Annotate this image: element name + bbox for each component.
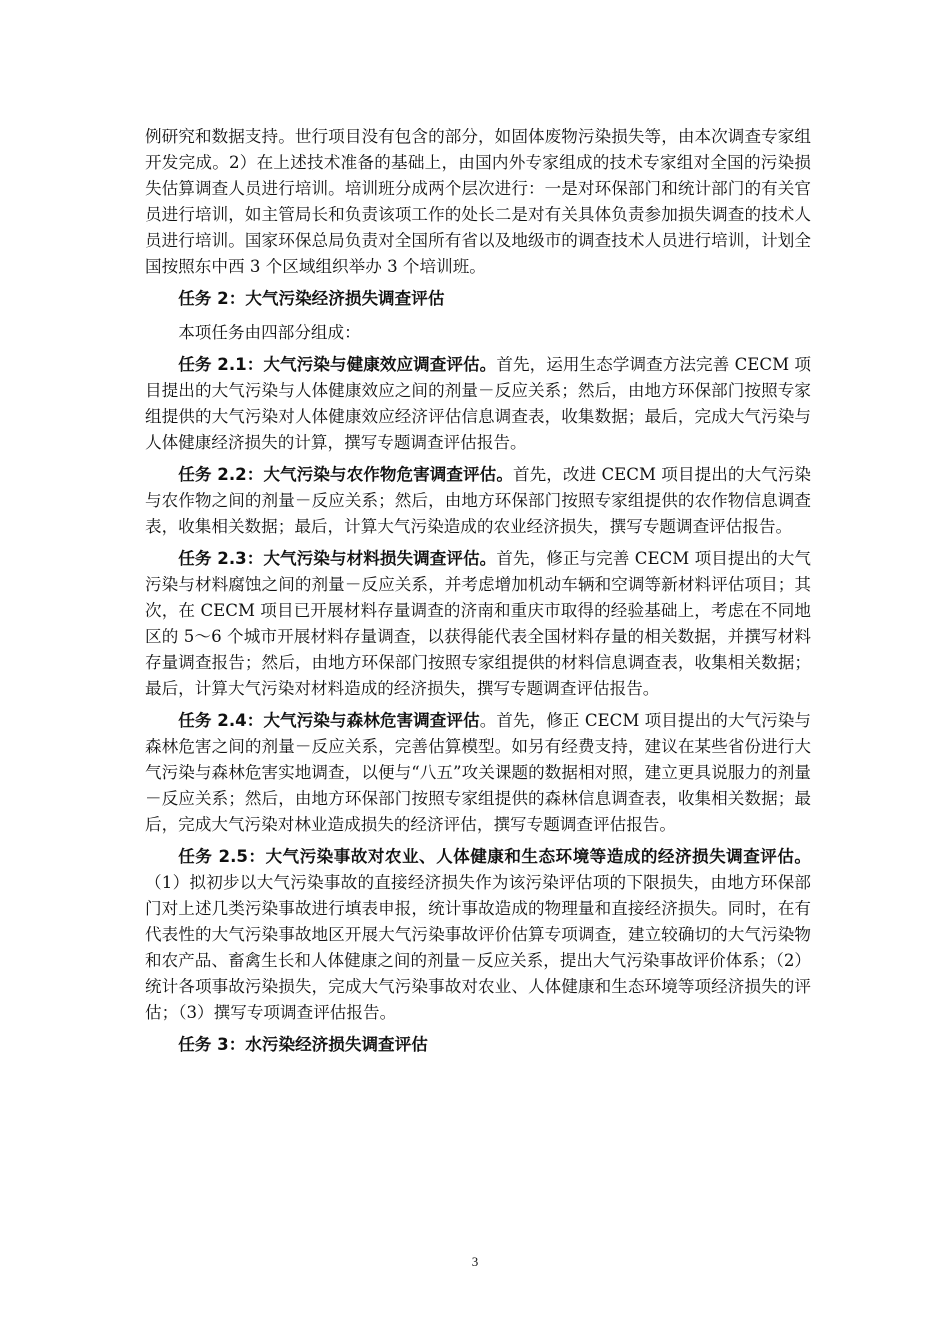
task-2-3-title: 任务 2.3：大气污染与材料损失调查评估。 xyxy=(178,549,497,568)
section-heading-task-3 xyxy=(145,1032,811,1058)
section-heading-task-2 xyxy=(145,286,811,312)
paragraph-task-2-5 xyxy=(145,844,811,1026)
task-2-1-body: 首先，运用生态学调查方法完善 CECM 项目提出的大气污染与人体健康效应之间的剂量－反应关系；然后，由地方环保部门按照专家组提供的大气污染对人体健康效应经济评估信息调查表，收集数据；最后，完成大气污染与人体健康经济损失的计算，撰写专题调查评估报告。 xyxy=(145,355,812,452)
page-number: 3 xyxy=(471,1254,479,1269)
task-2-1-title: 任务 2.1：大气污染与健康效应调查评估。 xyxy=(178,355,497,374)
paragraph-task-2-1 xyxy=(145,352,811,456)
heading-text: 任务 3：水污染经济损失调查评估 xyxy=(178,1035,428,1054)
task-2-5-title: 任务 2.5：大气污染事故对农业、人体健康和生态环境等造成的经济损失调查评估。 xyxy=(178,847,811,866)
task-2-3-body: 首先，修正与完善 CECM 项目提出的大气污染与材料腐蚀之间的剂量－反应关系，并考虑增加机动车辆和空调等新材料评估项目；其次，在 CECM 项目已开展材料存量调查的济南和重庆市取得的经验基础上，考虑在不同地区的 5～6 个城市开展材料存量调查，以获得能代表全国材料存量的相关数据，并撰写材料存量调查报告；然后，由地方环保部门按照专家组提供的材料信息调查表，收集相关数据；最后，计算大气污染对材料造成的经济损失，撰写专题调查评估报告。 xyxy=(145,549,812,698)
task-2-5-body: （1）拟初步以大气污染事故的直接经济损失作为该污染评估项的下限损失，由地方环保部门对上述几类污染事故进行填表申报，统计事故造成的物理量和直接经济损失。同时，在有代表性的大气污染事故地区开展大气污染事故评价估算专项调查，建立较确切的大气污染物和农产品、畜禽生长和人体健康之间的剂量－反应关系，提出大气污染事故评价体系；（2）统计各项事故污染损失，完成大气污染事故对农业、人体健康和生态环境等项经济损失的评估；（3）撰写专项调查评估报告。 xyxy=(145,873,812,1022)
page-body xyxy=(145,124,811,1066)
paragraph-task-2-4 xyxy=(145,708,811,838)
paragraph-continued: 例研究和数据支持。世行项目没有包含的部分，如固体废物污染损失等，由本次调查专家组开发完成。2）在上述技术准备的基础上，由国内外专家组成的技术专家组对全国的污染损失估算调查人员进行培训。培训班分成两个层次进行：一是对环保部门和统计部门的有关官员进行培训，如主管局长和负责该项工作的处长二是对有关具体负责参加损失调查的技术人员进行培训。国家环保总局负责对全国所有省以及地级市的调查技术人员进行培训，计划全国按照东中西 3 个区域组织举办 3 个培训班。 xyxy=(145,127,811,276)
paragraph-task-2-3 xyxy=(145,546,811,702)
task-2-2-body: 首先，改进 CECM 项目提出的大气污染与农作物之间的剂量－反应关系；然后，由地方环保部门按照专家组提供的农作物信息调查表，收集相关数据；最后，计算大气污染造成的农业经济损失，撰写专题调查评估报告。 xyxy=(145,465,812,536)
task-2-4-title: 任务 2.4：大气污染与森林危害调查评估 xyxy=(178,711,480,730)
heading-text: 任务 2：大气污染经济损失调查评估 xyxy=(178,289,445,308)
task-2-4-body: 。首先，修正 CECM 项目提出的大气污染与森林危害之间的剂量－反应关系，完善估算模型。如另有经费支持，建议在某些省份进行大气污染与森林危害实地调查，以便与“八五”攻关课题的数据相对照，建立更具说服力的剂量－反应关系；然后，由地方环保部门按照专家组提供的森林信息调查表，收集相关数据；最后，完成大气污染对林业造成损失的经济评估，撰写专题调查评估报告。 xyxy=(145,711,812,834)
paragraph-task-2-2 xyxy=(145,462,811,540)
task-2-2-title: 任务 2.2：大气污染与农作物危害调查评估。 xyxy=(178,465,513,484)
paragraph-intro-task-2: 本项任务由四部分组成： xyxy=(178,323,361,342)
